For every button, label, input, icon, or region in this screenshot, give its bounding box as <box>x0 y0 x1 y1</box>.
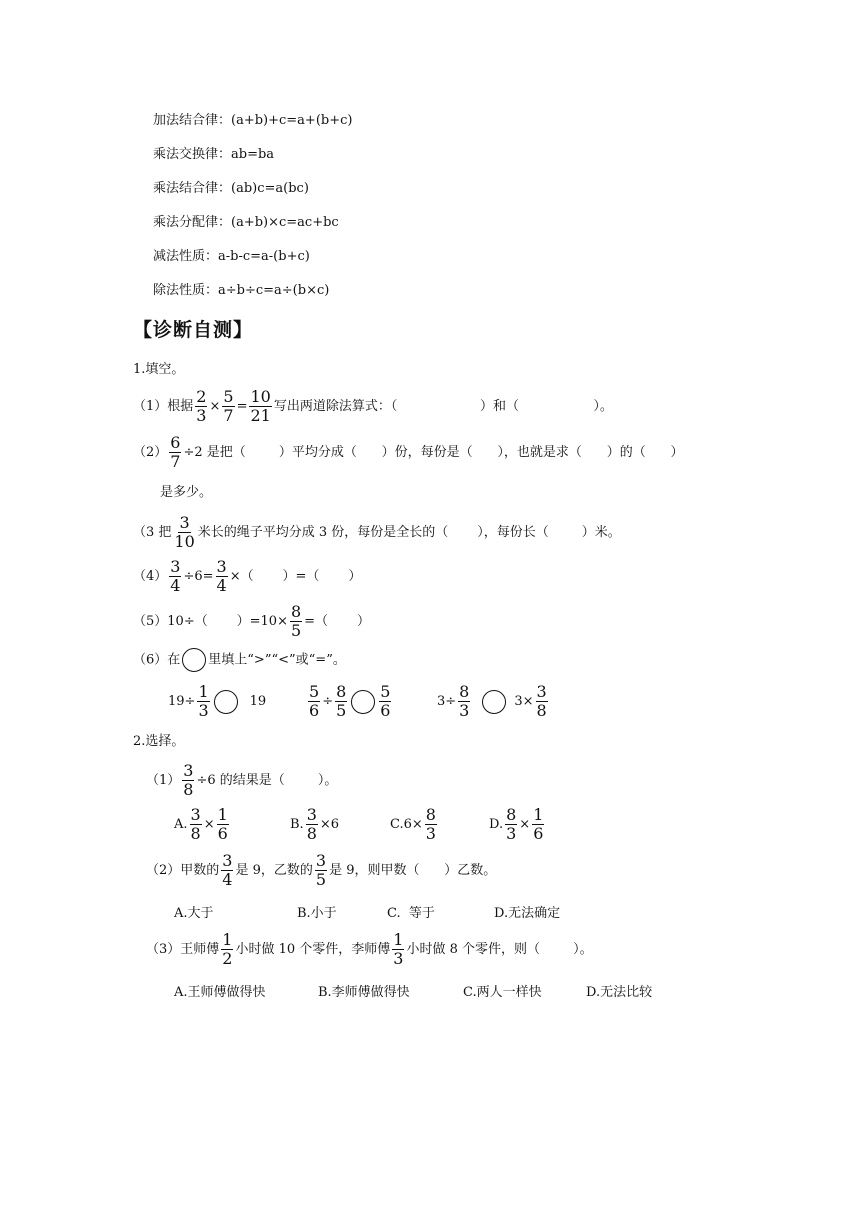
question-1-5 <box>133 603 370 640</box>
denominator: 6 <box>533 824 544 843</box>
denominator: 21 <box>250 406 271 425</box>
numerator: 3 <box>190 805 201 824</box>
fraction <box>290 603 302 640</box>
fraction <box>379 683 391 720</box>
denominator: 4 <box>222 870 233 889</box>
numerator: 3 <box>183 761 194 780</box>
fraction <box>532 806 544 843</box>
operator: ÷ <box>322 694 334 709</box>
q-text: 19 <box>249 694 267 709</box>
fraction <box>425 806 437 843</box>
option-label: D. <box>489 817 504 832</box>
q-text: 米长的绳子平均分成 3 份，每份是全长的（ ），每份长（ ）米。 <box>197 525 621 540</box>
numerator: 8 <box>425 805 436 824</box>
choice-option-b[interactable]: B.李师傅做得快 <box>318 985 410 1000</box>
denominator: 3 <box>198 701 209 720</box>
choice-option-a[interactable]: A.大于 <box>174 906 214 921</box>
q-text: 19÷ <box>168 694 196 709</box>
fraction <box>249 388 271 425</box>
numerator: 3 <box>222 851 233 870</box>
choice-option-a[interactable] <box>174 806 231 843</box>
fraction <box>221 852 233 889</box>
circle-blank[interactable] <box>482 690 506 714</box>
numerator: 5 <box>380 682 391 701</box>
denominator: 8 <box>183 780 194 799</box>
q-text: 是 9，乙数的 <box>235 863 313 878</box>
q-text: （1）根据 <box>133 399 194 414</box>
question-1-2-cont: 是多少。 <box>160 485 213 500</box>
q-text: （1） <box>146 773 181 788</box>
circle-blank[interactable] <box>351 690 375 714</box>
q-text: =（ ） <box>304 614 370 629</box>
q-text: ×（ ）=（ ） <box>229 569 362 584</box>
circle-blank <box>182 648 206 672</box>
numerator: 2 <box>196 387 207 406</box>
q-text: （6）在 <box>133 652 181 668</box>
choice-option-b[interactable]: B.小于 <box>297 906 337 921</box>
operator: × <box>203 817 215 832</box>
denominator: 8 <box>536 701 547 720</box>
choice-option-d[interactable]: D.无法确定 <box>494 906 561 921</box>
operator: × <box>209 399 221 414</box>
fraction <box>335 683 347 720</box>
q-text: 3× <box>514 694 534 709</box>
q-text: （2） <box>133 445 168 460</box>
option-label: C.6× <box>390 817 423 832</box>
compare-item-3 <box>437 683 550 720</box>
numerator: 8 <box>506 805 517 824</box>
law-line: 乘法结合律：(ab)c=a(bc) <box>153 181 309 196</box>
choice-option-a[interactable]: A.王师傅做得快 <box>174 985 266 1000</box>
numerator: 3 <box>536 682 547 701</box>
fraction <box>195 388 207 425</box>
compare-item-1 <box>168 683 266 720</box>
numerator: 1 <box>533 805 544 824</box>
q-text: （3）王师傅 <box>146 942 220 957</box>
operator: × <box>519 817 531 832</box>
choice-option-c[interactable] <box>390 806 439 843</box>
denominator: 6 <box>380 701 391 720</box>
fraction <box>536 683 548 720</box>
denominator: 2 <box>222 949 233 968</box>
q-text: 里填上“>”“<”或“=”。 <box>208 652 346 668</box>
question-1-1 <box>133 388 613 425</box>
fraction <box>221 931 233 968</box>
fraction <box>308 683 320 720</box>
fraction <box>306 806 318 843</box>
operator: = <box>236 399 248 414</box>
fraction <box>222 388 234 425</box>
question-1-4 <box>133 558 361 595</box>
section-heading: 【诊断自测】 <box>133 319 254 341</box>
q-text: ÷2 是把（ ）平均分成（ ）份，每份是（ ），也就是求（ ）的（ ） <box>183 445 684 460</box>
numerator: 6 <box>170 433 181 452</box>
numerator: 3 <box>306 805 317 824</box>
q-text: 写出两道除法算式：（ ）和（ ）。 <box>273 399 613 414</box>
q-text: 是 9，则甲数（ ）乙数。 <box>329 863 497 878</box>
numerator: 1 <box>222 930 233 949</box>
denominator: 3 <box>196 406 207 425</box>
law-line: 加法结合律：(a+b)+c=a+(b+c) <box>153 113 353 128</box>
law-line: 乘法分配律：(a+b)×c=ac+bc <box>153 215 339 230</box>
denominator: 6 <box>309 701 320 720</box>
q-text: 3÷ <box>437 694 457 709</box>
choice-option-c[interactable]: C.两人一样快 <box>463 985 542 1000</box>
q-text: （3 把 <box>133 525 172 540</box>
numerator: 3 <box>315 851 327 870</box>
denominator: 8 <box>190 824 201 843</box>
q-text: 小时做 8 个零件，则（ ）。 <box>406 942 593 957</box>
q-text: ×6 <box>319 817 340 832</box>
q-text: ÷6 的结果是（ ）。 <box>196 773 338 788</box>
numerator: 8 <box>336 682 347 701</box>
fraction <box>216 558 228 595</box>
q-text: （5）10÷（ ）=10× <box>133 614 288 629</box>
denominator: 7 <box>170 452 181 471</box>
denominator: 8 <box>306 824 317 843</box>
option-label: B. <box>290 817 304 832</box>
fraction <box>169 558 181 595</box>
numerator: 5 <box>309 682 320 701</box>
numerator: 3 <box>179 513 190 532</box>
question-2-1 <box>146 762 337 799</box>
denominator: 4 <box>170 576 181 595</box>
denominator: 3 <box>459 701 470 720</box>
denominator: 4 <box>216 576 227 595</box>
q-text: （2）甲数的 <box>146 863 220 878</box>
denominator: 5 <box>315 870 327 889</box>
fraction <box>217 806 229 843</box>
numerator: 10 <box>250 387 271 406</box>
fraction <box>182 762 194 799</box>
compare-item-2 <box>306 683 393 720</box>
denominator: 3 <box>393 949 404 968</box>
fraction <box>190 806 202 843</box>
choice-option-c[interactable]: C. 等于 <box>387 906 435 921</box>
section-title-fill: 1.填空。 <box>133 362 185 377</box>
choice-option-d[interactable] <box>489 806 546 843</box>
q-text: 小时做 10 个零件，李师傅 <box>235 942 391 957</box>
numerator: 8 <box>459 682 470 701</box>
fraction <box>458 683 470 720</box>
choice-option-d[interactable]: D.无法比较 <box>586 985 653 1000</box>
numerator: 1 <box>198 682 209 701</box>
question-1-3 <box>133 514 621 551</box>
denominator: 3 <box>506 824 517 843</box>
question-1-6 <box>133 648 346 672</box>
numerator: 3 <box>170 557 181 576</box>
fraction <box>197 683 209 720</box>
fraction <box>315 852 327 889</box>
choice-option-b[interactable] <box>290 806 339 843</box>
law-line: 乘法交换律：ab=ba <box>153 147 275 162</box>
denominator: 7 <box>223 406 234 425</box>
denominator: 10 <box>174 532 195 551</box>
denominator: 5 <box>290 621 302 640</box>
q-text: （4） <box>133 569 168 584</box>
numerator: 1 <box>393 930 404 949</box>
circle-blank[interactable] <box>214 690 238 714</box>
denominator: 3 <box>425 824 436 843</box>
law-line: 减法性质：a-b-c=a-(b+c) <box>153 249 310 264</box>
numerator: 8 <box>290 602 302 621</box>
question-1-2 <box>133 434 684 471</box>
numerator: 5 <box>223 387 234 406</box>
question-2-3 <box>146 931 593 968</box>
numerator: 1 <box>217 805 228 824</box>
fraction <box>505 806 517 843</box>
fraction <box>392 931 404 968</box>
option-label: A. <box>174 817 188 832</box>
denominator: 6 <box>217 824 228 843</box>
fraction <box>173 514 195 551</box>
numerator: 3 <box>216 557 227 576</box>
question-2-2 <box>146 852 496 889</box>
q-text: ÷6= <box>183 569 214 584</box>
section-title-choice: 2.选择。 <box>133 734 185 749</box>
law-line: 除法性质：a÷b÷c=a÷(b×c) <box>153 283 330 298</box>
denominator: 5 <box>336 701 347 720</box>
fraction <box>169 434 181 471</box>
